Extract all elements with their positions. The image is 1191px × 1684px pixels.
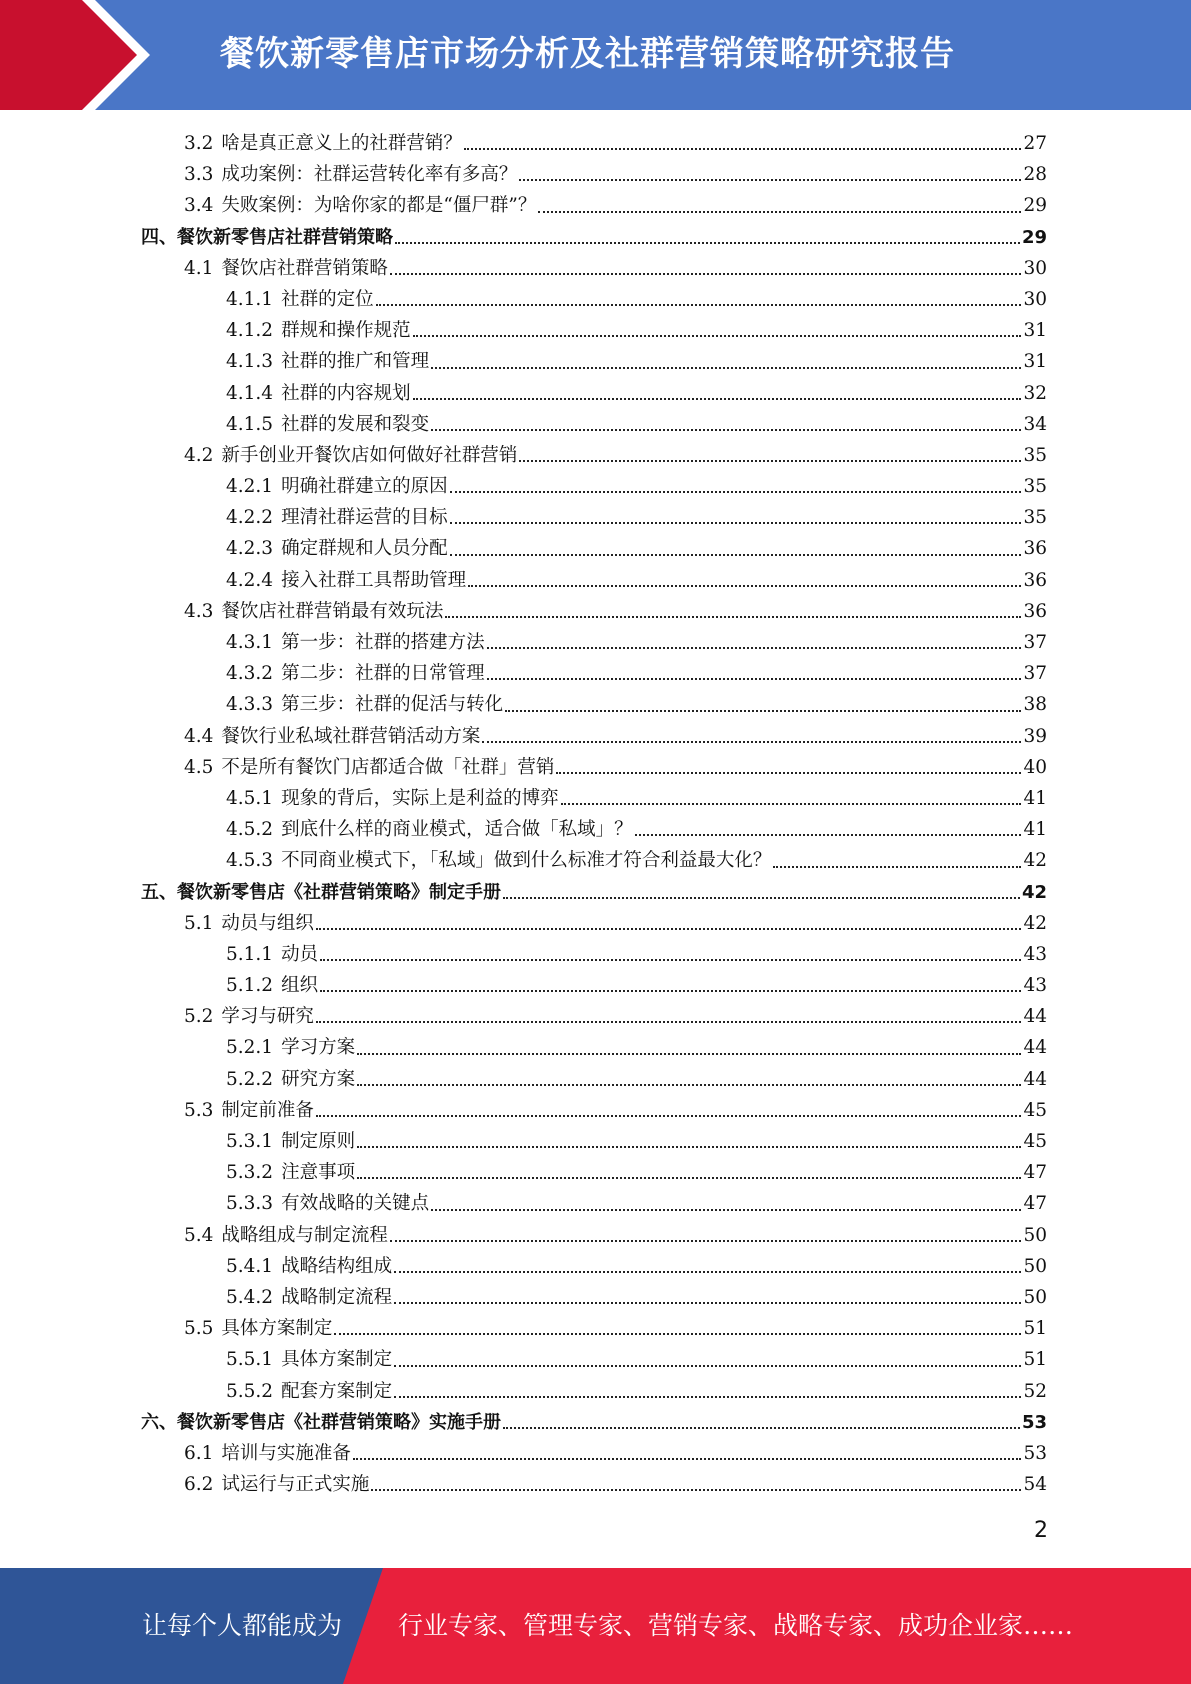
toc-entry[interactable] [0,1032,1191,1063]
toc-dot-leader [450,521,1022,524]
toc-entry-page: 28 [1023,164,1047,186]
toc-entry-title: 第一步：社群的搭建方法 [281,632,485,653]
toc-entry-title: 社群的发展和裂变 [281,413,430,435]
toc-entry-page: 29 [1021,226,1047,248]
toc-dot-leader [394,1270,1021,1273]
toc-entry-number: 4.2.4 [226,569,274,591]
toc-entry-page: 34 [1023,413,1047,435]
toc-entry[interactable] [0,159,1191,190]
toc-entry-title: 社群的内容规划 [281,382,411,404]
toc-entry-number: 5.2.1 [226,1037,274,1059]
toc-entry[interactable] [0,1157,1191,1188]
toc-entry[interactable] [0,1126,1191,1157]
footer-slogan-left: 让每个人都能成为 [142,1611,343,1640]
toc-dot-leader [468,584,1021,587]
toc-entry-number: 5.5.2 [226,1380,274,1402]
toc-entry-number: 5.1 [184,912,214,934]
toc-entry-page: 42 [1023,912,1047,934]
toc-dot-leader [482,740,1021,743]
toc-entry-number: 5.5 [184,1318,214,1340]
footer-slogan-right: 行业专家、管理专家、营销专家、战略专家、成功企业家…… [398,1611,1074,1640]
toc-dot-leader [431,1208,1021,1211]
toc-entry-number: 5.4.2 [226,1286,274,1308]
toc-dot-leader [519,459,1021,462]
toc-dot-leader [487,646,1022,649]
toc-dot-leader [316,927,1022,930]
toc-entry-title: 配套方案制定 [281,1380,393,1402]
toc-entry-number: 4.1.2 [226,320,274,342]
toc-entry-page: 30 [1023,288,1047,310]
toc-entry-page: 53 [1023,1442,1047,1464]
toc-entry-title: 确定群规和人员分配 [281,538,448,560]
toc-entry-number: 4.1.5 [226,413,274,435]
toc-entry-number: 5.5.1 [226,1349,274,1371]
toc-entry[interactable] [0,1282,1191,1313]
toc-entry[interactable] [0,471,1191,502]
toc-entry-title: 失败案例：为啥你家的都是“僵尸群”？ [221,195,537,217]
toc-entry-number: 5.1.2 [226,975,274,997]
toc-entry-title: 组织 [281,975,319,997]
toc-entry[interactable] [0,814,1191,845]
toc-entry-title: 学习与研究 [221,1006,314,1028]
toc-entry[interactable] [0,877,1191,908]
toc-dot-leader [413,397,1022,400]
toc-dot-leader [390,272,1022,275]
toc-entry-title: 明确社群建立的原因 [281,476,448,498]
toc-entry[interactable] [0,721,1191,752]
toc-entry-page: 43 [1023,975,1047,997]
toc-entry-title: 研究方案 [281,1068,356,1090]
toc-entry[interactable] [0,409,1191,440]
toc-entry[interactable] [0,627,1191,658]
toc-entry-title: 不是所有餐饮门店都适合做「社群」营销 [221,756,555,778]
toc-dot-leader [450,553,1022,556]
toc-entry[interactable] [0,658,1191,689]
toc-entry-page: 47 [1023,1162,1047,1184]
toc-entry-number: 5.2 [184,1006,214,1028]
toc-entry-page: 36 [1023,538,1047,560]
toc-entry-number: 5.3 [184,1099,214,1121]
toc-dot-leader [394,1301,1021,1304]
toc-entry[interactable] [0,689,1191,720]
toc-dot-leader [357,1176,1021,1179]
toc-entry-number: 4.5.1 [226,787,274,809]
toc-entry-page: 38 [1023,694,1047,716]
toc-entry-page: 42 [1023,850,1047,872]
toc-entry[interactable] [0,1220,1191,1251]
toc-entry[interactable] [0,565,1191,596]
toc-entry[interactable] [0,378,1191,409]
toc-entry-page: 36 [1023,569,1047,591]
toc-entry-title: 到底什么样的商业模式，适合做「私域」？ [281,819,633,841]
toc-entry[interactable] [0,939,1191,970]
toc-entry-number: 4.1 [184,257,214,279]
toc-entry-title: 动员 [281,943,319,965]
toc-entry-title: 具体方案制定 [221,1318,333,1340]
toc-entry-title: 第二步：社群的日常管理 [281,663,485,685]
toc-dot-leader [505,709,1021,712]
toc-entry-title: 社群的定位 [281,288,374,310]
toc-dot-leader [394,1364,1021,1367]
toc-entry[interactable] [0,1313,1191,1344]
toc-entry-title: 战略制定流程 [281,1286,393,1308]
toc-dot-leader [464,147,1022,150]
toc-entry-title: 有效战略的关键点 [281,1193,430,1215]
toc-entry[interactable] [0,1095,1191,1126]
header-red-arrow [0,0,150,110]
toc-entry-title: 动员与组织 [221,912,314,934]
toc-entry-number: 6.2 [184,1474,214,1496]
toc-entry[interactable] [0,970,1191,1001]
toc-entry-title: 制定前准备 [221,1099,314,1121]
table-of-contents [0,128,1191,1500]
toc-entry-page: 31 [1023,320,1047,342]
toc-entry-number: 3.3 [184,164,214,186]
toc-dot-leader [487,677,1022,680]
toc-dot-leader [395,241,1020,244]
toc-entry-page: 27 [1023,133,1047,154]
toc-entry-page: 32 [1023,382,1047,404]
toc-dot-leader [773,865,1021,868]
toc-entry-title: 五、餐饮新零售店《社群营销策略》制定手册 [141,881,501,903]
toc-entry[interactable] [0,1064,1191,1095]
toc-entry-title: 接入社群工具帮助管理 [281,569,467,591]
toc-dot-leader [635,833,1022,836]
toc-dot-leader [394,1395,1021,1398]
toc-entry-page: 35 [1023,444,1047,466]
toc-entry-title: 餐饮行业私域社群营销活动方案 [221,725,481,747]
toc-entry-page: 47 [1023,1193,1047,1215]
toc-dot-leader [431,428,1021,431]
toc-entry-page: 37 [1023,663,1047,685]
toc-entry[interactable] [0,1438,1191,1469]
toc-entry-title: 现象的背后，实际上是利益的博弈 [281,787,559,809]
toc-entry-page: 30 [1023,257,1047,279]
toc-entry[interactable] [0,1001,1191,1032]
toc-entry[interactable] [0,315,1191,346]
toc-entry-title: 六、餐饮新零售店《社群营销策略》实施手册 [141,1411,501,1433]
toc-entry-page: 40 [1023,756,1047,778]
toc-entry-page: 50 [1023,1286,1047,1308]
toc-entry-number: 3.2 [184,133,214,154]
toc-dot-leader [376,303,1022,306]
toc-entry-page: 35 [1023,507,1047,529]
toc-entry-page: 53 [1021,1411,1047,1433]
toc-entry[interactable] [0,533,1191,564]
toc-entry-title: 试运行与正式实施 [221,1474,370,1496]
toc-entry-page: 41 [1023,787,1047,809]
toc-entry[interactable] [0,128,1191,159]
toc-dot-leader [316,1114,1022,1117]
toc-entry-page: 41 [1023,819,1047,841]
toc-dot-leader [538,210,1021,213]
toc-entry-page: 44 [1023,1068,1047,1090]
toc-entry-number: 5.4 [184,1224,214,1246]
toc-entry[interactable] [0,284,1191,315]
toc-entry-number: 4.5.2 [226,819,274,841]
toc-entry-title: 四、餐饮新零售店社群营销策略 [141,226,393,248]
toc-entry-page: 43 [1023,943,1047,965]
toc-entry-title: 社群的推广和管理 [281,351,430,373]
toc-entry-title: 群规和操作规范 [281,320,411,342]
toc-entry-number: 4.3.3 [226,694,274,716]
toc-entry-number: 4.4 [184,725,214,747]
toc-entry-number: 4.3 [184,600,214,622]
toc-entry-page: 50 [1023,1224,1047,1246]
toc-entry[interactable] [0,222,1191,253]
toc-entry[interactable] [0,346,1191,377]
toc-entry-title: 具体方案制定 [281,1349,393,1371]
toc-dot-leader [503,1426,1020,1429]
toc-entry-page: 54 [1023,1474,1047,1496]
footer-banner [0,1568,1191,1684]
toc-entry[interactable] [0,253,1191,284]
toc-entry-page: 51 [1023,1349,1047,1371]
toc-entry-number: 3.4 [184,195,214,217]
toc-entry-number: 5.3.1 [226,1131,274,1152]
toc-entry[interactable] [0,752,1191,783]
toc-entry-title: 餐饮店社群营销最有效玩法 [221,600,444,622]
toc-entry-number: 4.2 [184,444,214,466]
toc-entry-page: 39 [1023,725,1047,747]
toc-entry-number: 4.1.3 [226,351,274,373]
toc-entry-number: 5.3.2 [226,1162,274,1184]
toc-entry-page: 45 [1023,1099,1047,1121]
toc-entry[interactable] [0,908,1191,939]
toc-entry[interactable] [0,783,1191,814]
toc-entry-page: 36 [1023,600,1047,622]
page-number: 2 [1034,1518,1048,1543]
toc-dot-leader [431,366,1021,369]
toc-entry-number: 4.1.4 [226,382,274,404]
toc-entry-title: 战略结构组成 [281,1255,393,1277]
toc-dot-leader [320,958,1021,961]
toc-entry-page: 44 [1023,1006,1047,1028]
toc-entry-number: 4.3.1 [226,632,274,653]
toc-dot-leader [320,989,1021,992]
toc-entry-number: 5.3.3 [226,1193,274,1215]
toc-entry-number: 5.4.1 [226,1255,274,1277]
report-title: 餐饮新零售店市场分析及社群营销策略研究报告 [220,34,955,74]
toc-entry[interactable] [0,1251,1191,1282]
toc-dot-leader [371,1488,1021,1491]
toc-entry-title: 培训与实施准备 [221,1442,351,1464]
toc-entry-page: 52 [1023,1380,1047,1402]
toc-entry-page: 42 [1021,881,1047,903]
toc-entry-title: 理清社群运营的目标 [281,507,448,529]
toc-entry-page: 31 [1023,351,1047,373]
toc-entry-title: 餐饮店社群营销策略 [221,257,388,279]
toc-entry-number: 5.2.2 [226,1068,274,1090]
toc-entry[interactable] [0,1188,1191,1219]
toc-dot-leader [390,1239,1022,1242]
toc-entry-number: 4.3.2 [226,663,274,685]
toc-dot-leader [357,1145,1021,1148]
toc-dot-leader [556,771,1021,774]
toc-entry-title: 新手创业开餐饮店如何做好社群营销 [221,444,518,466]
toc-entry-page: 45 [1023,1131,1047,1152]
toc-entry-title: 战略组成与制定流程 [221,1224,388,1246]
toc-entry-number: 4.5.3 [226,850,274,872]
toc-dot-leader [561,802,1022,805]
toc-entry[interactable] [0,596,1191,627]
toc-dot-leader [450,490,1022,493]
toc-dot-leader [503,896,1020,899]
header-banner [0,0,1191,110]
toc-dot-leader [357,1083,1021,1086]
toc-entry[interactable] [0,1376,1191,1407]
toc-entry-title: 第三步：社群的促活与转化 [281,694,504,716]
toc-entry-title: 不同商业模式下，「私域」做到什么标准才符合利益最大化？ [281,850,772,872]
toc-entry-page: 37 [1023,632,1047,653]
toc-entry-number: 4.1.1 [226,288,274,310]
toc-entry-page: 35 [1023,476,1047,498]
toc-dot-leader [445,615,1021,618]
toc-entry[interactable] [0,1344,1191,1375]
toc-entry-number: 4.2.3 [226,538,274,560]
toc-dot-leader [334,1332,1021,1335]
toc-entry-number: 4.2.1 [226,476,274,498]
toc-dot-leader [357,1052,1021,1055]
toc-entry-title: 学习方案 [281,1037,356,1059]
toc-dot-leader [519,178,1021,181]
toc-entry-title: 成功案例：社群运营转化率有多高？ [221,164,518,186]
toc-entry-title: 制定原则 [281,1131,356,1152]
toc-entry-title: 注意事项 [281,1162,356,1184]
toc-entry[interactable] [0,845,1191,876]
toc-entry-page: 29 [1023,195,1047,217]
toc-entry[interactable] [0,1469,1191,1500]
toc-entry-number: 4.2.2 [226,507,274,529]
toc-dot-leader [413,334,1022,337]
toc-entry-page: 51 [1023,1318,1047,1340]
toc-entry[interactable] [0,190,1191,221]
toc-dot-leader [316,1020,1022,1023]
toc-entry-page: 50 [1023,1255,1047,1277]
toc-entry[interactable] [0,1407,1191,1438]
toc-entry[interactable] [0,502,1191,533]
toc-entry-number: 4.5 [184,756,214,778]
toc-entry[interactable] [0,440,1191,471]
toc-entry-number: 6.1 [184,1442,214,1464]
toc-dot-leader [353,1457,1022,1460]
toc-entry-number: 5.1.1 [226,943,274,965]
toc-entry-title: 啥是真正意义上的社群营销？ [221,133,462,154]
toc-entry-page: 44 [1023,1037,1047,1059]
